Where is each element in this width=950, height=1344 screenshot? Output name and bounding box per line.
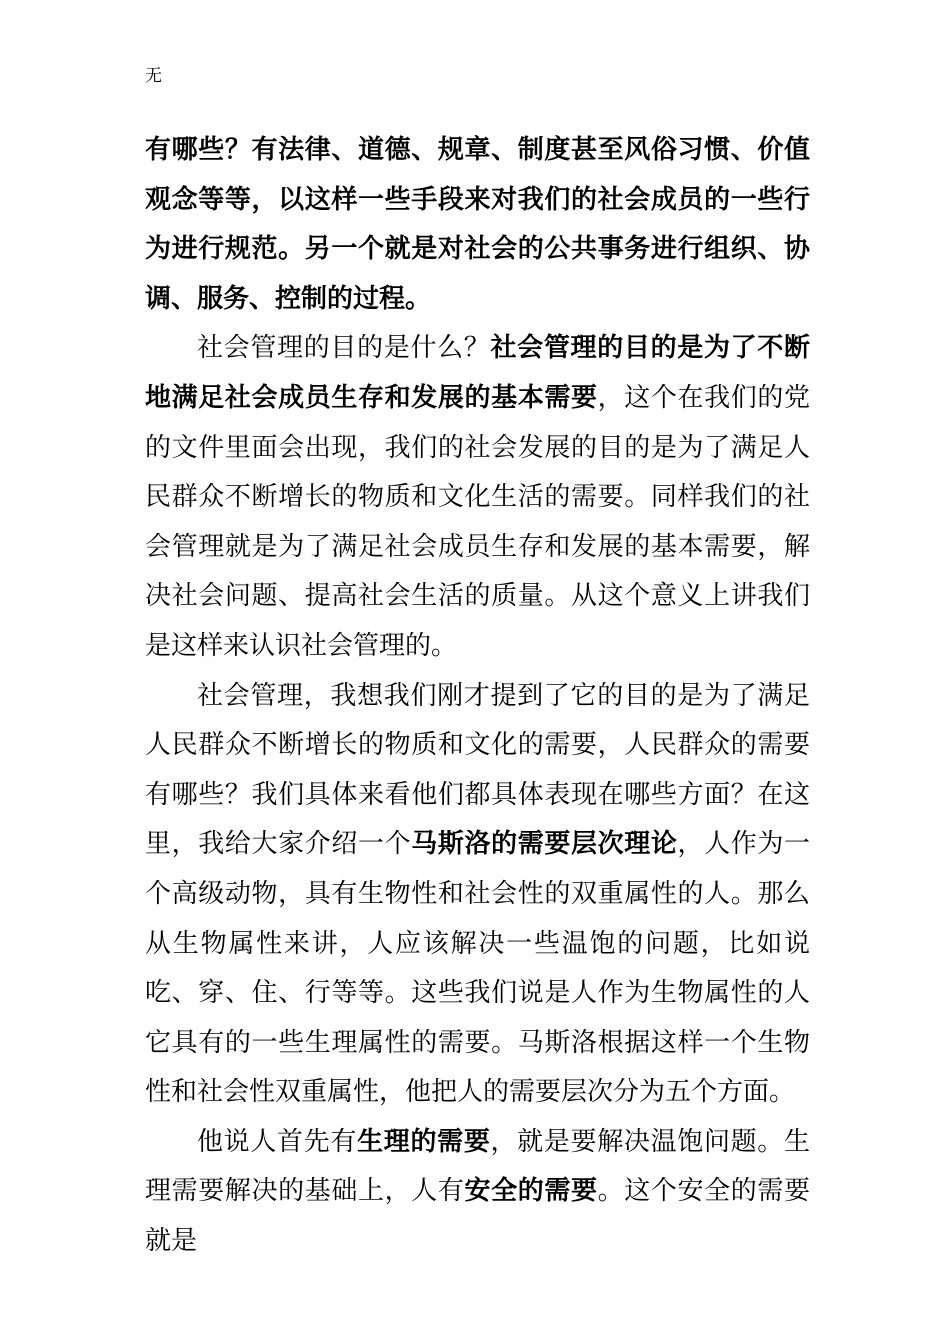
paragraph bbox=[145, 1118, 810, 1267]
bold-text: 社会管理的目的是为了不断地满足社会成员生存和发展的基本需要 bbox=[145, 333, 810, 413]
bold-text: 有哪些？有法律、道德、规章、制度甚至风俗习惯、价值观念等等，以这样一些手段来对我们的社会成员的一些行为进行规范。另一个就是对社会的公共事务进行组织、协调、服务、控制的过程。 bbox=[145, 135, 810, 314]
text-segment: 他说人首先有 bbox=[197, 1126, 358, 1157]
bold-text: 马斯洛的需要层次理论 bbox=[411, 829, 678, 860]
paragraph bbox=[145, 672, 810, 1118]
text-segment: ，这个在我们的党的文件里面会出现，我们的社会发展的目的是为了满足人民群众不断增长的物质和文化生活的需要。同样我们的社会管理就是为了满足社会成员生存和发展的基本需要，解决社会问题、提高社会生活的质量。从这个意义上讲我们是这样来认识社会管理的。 bbox=[145, 382, 810, 661]
bold-text: 生理的需要 bbox=[357, 1126, 491, 1157]
paragraph bbox=[145, 324, 810, 671]
bold-text: 安全的需要 bbox=[464, 1176, 598, 1207]
document-body bbox=[145, 126, 810, 1267]
page-header: 无 bbox=[145, 66, 162, 86]
text-segment: 社会管理的目的是什么？ bbox=[197, 333, 491, 364]
text-segment: 社会管理，我想我们刚才提到了它的目的是为了满足人民群众不断增长的物质和文化的需要，人民群众的需要有哪些？我们具体来看他们都具体表现在哪些方面？在这里，我给大家介绍一个 bbox=[145, 680, 810, 860]
text-segment: 。这个安全的需要就是 bbox=[145, 1176, 810, 1257]
text-segment: ，人作为一个高级动物，具有生物性和社会性的双重属性的人。那么从生物属性来讲，人应该解决一些温饱的问题，比如说吃、穿、住、行等等。这些我们说是人作为生物属性的人它具有的一些生理属性的需要。马斯洛根据这样一个生物性和社会性双重属性，他把人的需要层次分为五个方面。 bbox=[145, 829, 810, 1108]
paragraph bbox=[145, 126, 810, 324]
text-segment: ，就是要解决温饱问题。生理需要解决的基础上，人有 bbox=[145, 1126, 810, 1207]
